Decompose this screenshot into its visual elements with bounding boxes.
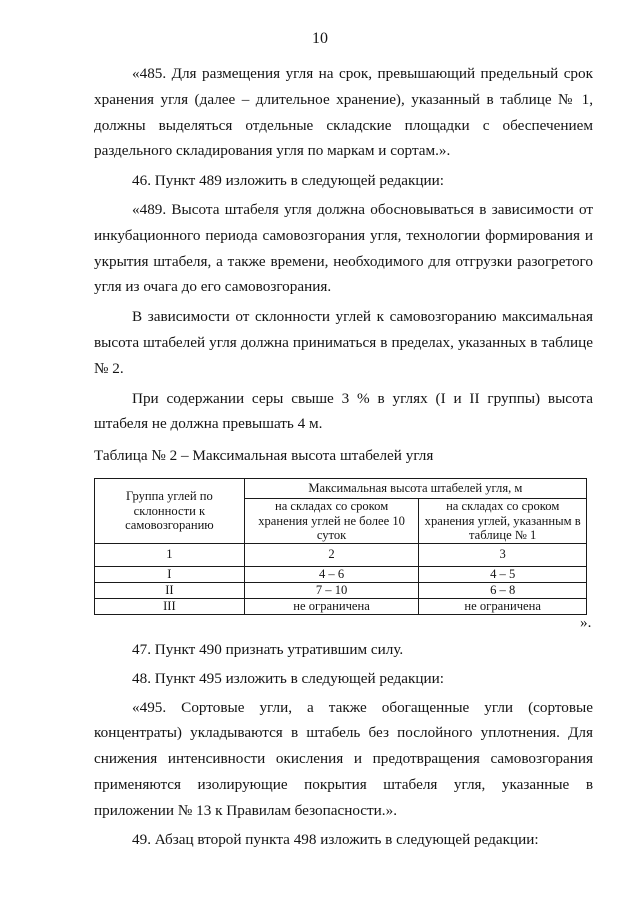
table-cell: 2 <box>244 543 419 566</box>
table-cell: не ограничена <box>419 598 587 614</box>
header-short-storage: на складах со сроком хранения углей не более 10 суток <box>244 499 419 544</box>
table-cell: не ограничена <box>244 598 419 614</box>
paragraph-48: 48. Пункт 495 изложить в следующей редакции: <box>132 669 445 687</box>
table-cell: 6 – 8 <box>419 582 587 598</box>
table-cell: II <box>95 582 245 598</box>
stack-height-table <box>94 478 587 615</box>
paragraph-489-sulfur: При содержании серы свыше 3 % в углях (I и II группы) высота штабеля не должна превышать 4 м. <box>94 389 593 433</box>
paragraph-49: 49. Абзац второй пункта 498 изложить в следующей редакции: <box>132 830 539 848</box>
table-row <box>95 566 587 582</box>
table-cell: 7 – 10 <box>244 582 419 598</box>
paragraph-489-height-limits: В зависимости от склонности углей к самовозгоранию максимальная высота штабелей угля должна приниматься в пределах, указанных в таблице № 2. <box>94 308 593 377</box>
table-cell: I <box>95 566 245 582</box>
table-row-numbering <box>95 543 587 566</box>
table-cell: 3 <box>419 543 587 566</box>
closing-quote: ». <box>580 614 592 631</box>
table-caption: Таблица № 2 – Максимальная высота штабелей угля <box>94 447 434 464</box>
paragraph-46: 46. Пункт 489 изложить в следующей редакции: <box>132 172 445 190</box>
header-long-storage: на складах со сроком хранения углей, указанным в таблице № 1 <box>419 499 587 544</box>
table-cell: III <box>95 598 245 614</box>
table-cell: 4 – 6 <box>244 566 419 582</box>
header-coal-group: Группа углей по склонности к самовозгоранию <box>95 479 245 544</box>
table-row <box>95 598 587 614</box>
paragraph-47: 47. Пункт 490 признать утратившим силу. <box>132 641 404 658</box>
header-max-height: Максимальная высота штабелей угля, м <box>244 479 586 499</box>
table-cell: 4 – 5 <box>419 566 587 582</box>
text-block-upper <box>94 61 593 437</box>
table-row <box>95 582 587 598</box>
text-block-lower <box>94 637 593 852</box>
table-cell: 1 <box>95 543 245 566</box>
paragraph-489: «489. Высота штабеля угля должна обосновываться в зависимости от инкубационного периода самовозгорания угля, технологии формирования и укрытия штабеля, а также времени, необходимого для отгрузки разогретого угля из очага до его самовозгорания. <box>94 200 593 296</box>
paragraph-495: «495. Сортовые угли, а также обогащенные угли (сортовые концентраты) укладываются в штабель без послойного уплотнения. Для снижения интенсивности окисления и предотвращения самовозгорания применяются изолирующие покрытия штабеля угля, указанные в приложении № 13 к Правилам безопасности.». <box>94 698 593 819</box>
paragraph-485: «485. Для размещения угля на срок, превышающий предельный срок хранения угля (далее – длительное хранение), указанный в таблице № 1, должны выделяться отдельные складские площадки с обеспечением раздельного складирования угля по маркам и сортам.». <box>94 65 593 160</box>
page-number: 10 <box>312 30 328 47</box>
